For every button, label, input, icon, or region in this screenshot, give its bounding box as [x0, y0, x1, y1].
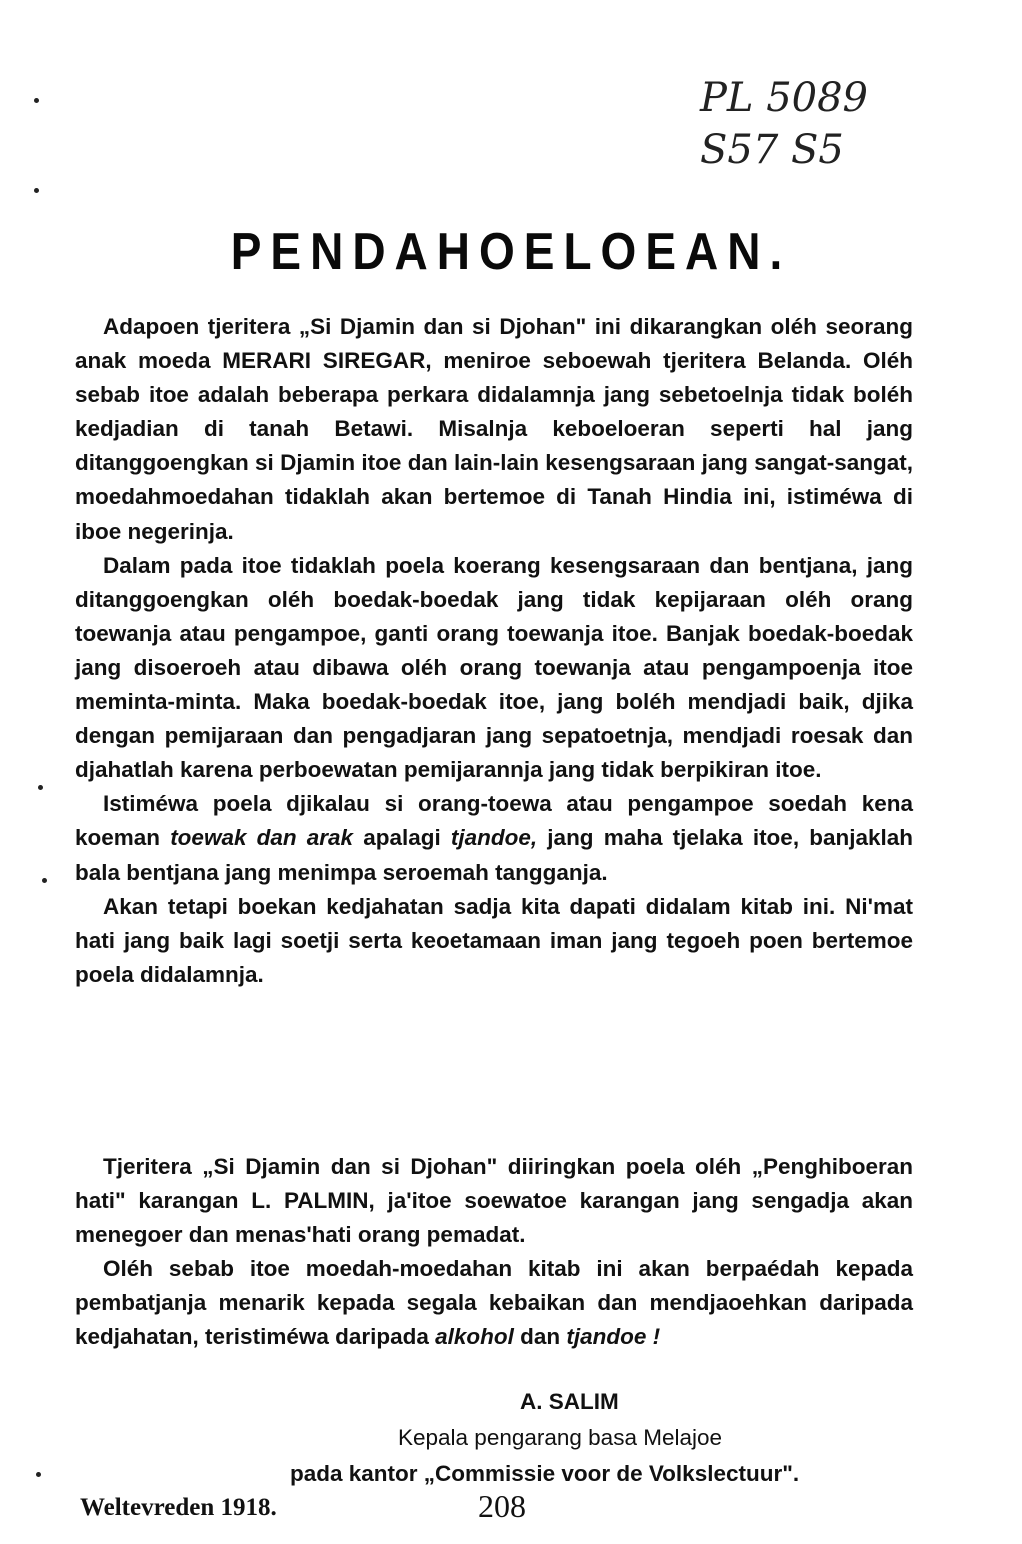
paragraph	[75, 310, 913, 549]
signature-office: pada kantor „Commissie voor de Volkslectuur".	[290, 1461, 800, 1486]
paragraph-text: dan	[513, 1324, 567, 1350]
scan-speck	[36, 1472, 41, 1477]
signature-role: Kepala pengarang basa Melajoe	[398, 1425, 722, 1450]
paragraph	[75, 1252, 913, 1354]
paragraph-text: Adapoen tjeritera „Si Djamin dan si Djohan" ini dikarangkan oléh seorang anak moeda MERARI SIREGAR, meniroe seboewah tjeritera Belanda. Oléh sebab itoe adalah beberapa perkara didalamnja jang sebetoelnja tidak boléh kedjadian di tanah Betawi. Misalnja keboeloeran seperti hal jang ditanggoengkan si Djamin itoe dan lain-lain kesengsaraan jang sangat-sangat, moedahmoedahan tidaklah akan bertemoe di Tanah Hindia ini, istiméwa di iboe negerinja.	[75, 314, 913, 544]
page-number: 208	[478, 1488, 526, 1524]
main-text-block	[75, 310, 913, 992]
second-text-block	[75, 1150, 913, 1355]
scan-speck	[38, 785, 43, 790]
scan-speck	[34, 98, 39, 103]
paragraph-text: Oléh sebab itoe moedah-moedahan kitab ini akan berpaédah kepada pembatjanja menarik kepada segala kebaikan dan mendjaoehkan daripada kedjahatan, teristiméwa daripada	[75, 1256, 913, 1350]
paragraph-text: apalagi	[353, 825, 451, 851]
paragraph-text: Dalam pada itoe tidaklah poela koerang kesengsaraan dan bentjana, jang ditanggoengkan oléh boedak-boedak jang tidak kepijaraan oléh orang toewanja atau pengampoe, ganti orang toewanja itoe. Banjak boedak-boedak jang disoeroeh atau dibawa oléh orang toewanja atau pengampoenja itoe meminta-minta. Maka boedak-boedak itoe, jang boléh mendjadi baik, djika dengan pemijaraan dan pengadjaran jang sepatoetnja, mendjadi roesak dan djahatlah karena perboewatan pemijarannja jang tidak berpikiran itoe.	[75, 552, 913, 783]
paragraph	[75, 787, 913, 889]
page-title: PENDAHOELOEAN.	[230, 221, 792, 281]
emphasis-text: tjandoe !	[566, 1324, 661, 1350]
library-shelfmark	[700, 72, 900, 176]
signature-name: A. SALIM	[520, 1389, 619, 1414]
paragraph-text: Akan tetapi boekan kedjahatan sadja kita dapati didalam kitab ini. Ni'mat hati jang baik lagi soetji serta keoetamaan iman jang tegoeh poen bertemoe poela didalamnja.	[75, 893, 913, 987]
shelfmark-line-2: S57 S5	[700, 127, 844, 173]
emphasis-text: tjandoe,	[450, 825, 538, 851]
shelfmark-line-1: PL 5089	[700, 75, 868, 121]
paragraph-text: jang maha tjelaka itoe, banjaklah bala bentjana jang menimpa seroemah tangganja.	[75, 825, 913, 885]
paragraph	[75, 549, 913, 788]
paragraph-text: Tjeritera „Si Djamin dan si Djohan" diiringkan poela oléh „Penghiboeran hati" karangan L. PALMIN, ja'itoe soewatoe karangan jang sengadja akan menegoer dan menas'hati orang pemadat.	[75, 1154, 913, 1248]
scan-speck	[42, 878, 47, 883]
emphasis-text: toewak dan arak	[170, 825, 354, 851]
paragraph	[75, 1150, 913, 1252]
footer-place-year: Weltevreden 1918.	[80, 1494, 277, 1521]
paragraph-text: Istiméwa poela djikalau si orang-toewa atau pengampoe soedah kena koeman	[75, 791, 913, 851]
emphasis-text: alkohol	[435, 1324, 514, 1350]
scan-speck	[34, 188, 39, 193]
paragraph	[75, 890, 913, 992]
